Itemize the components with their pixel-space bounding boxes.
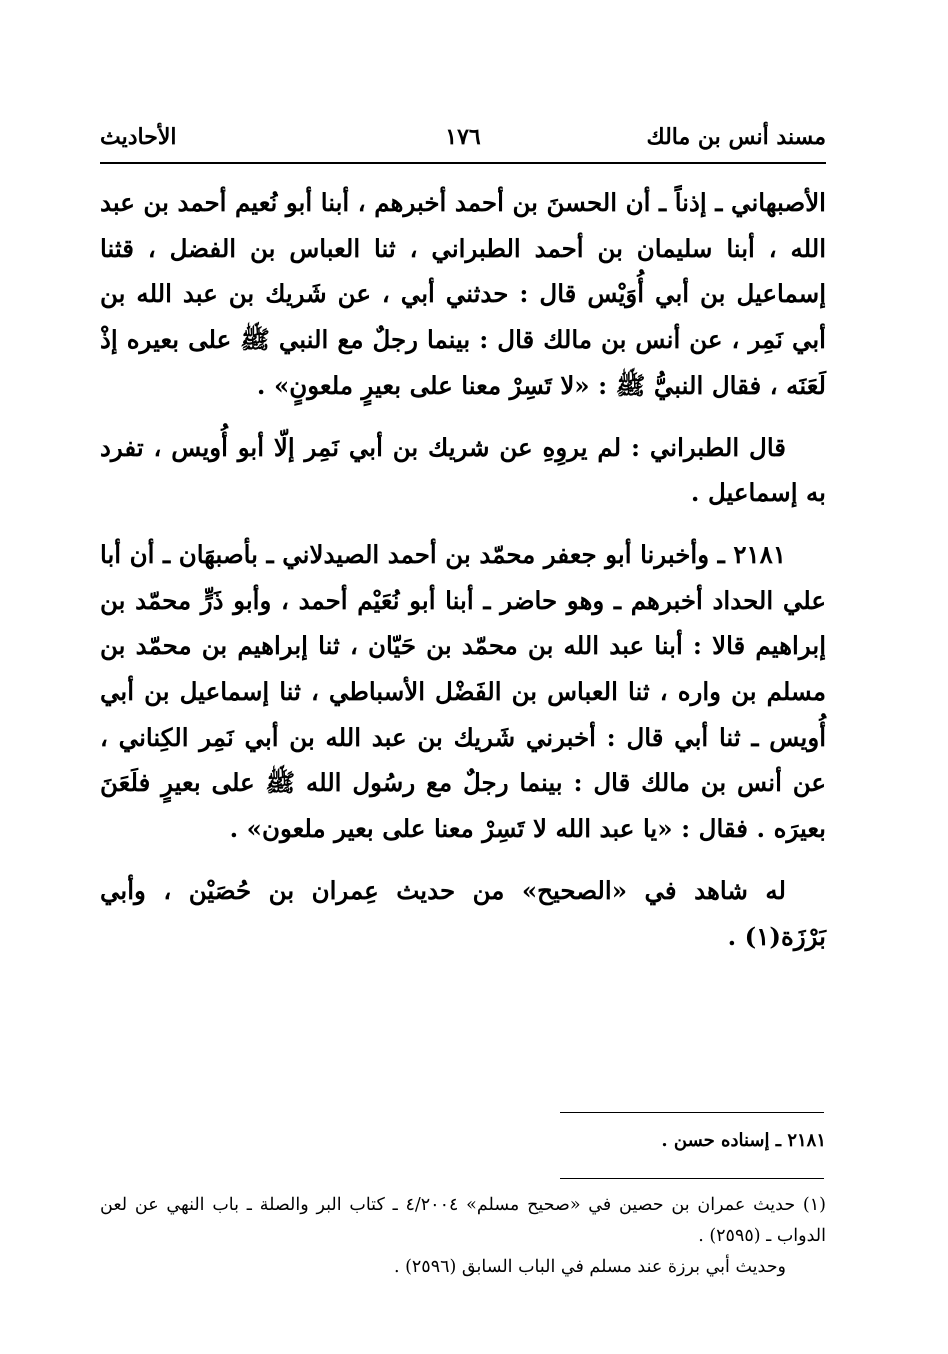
footnote-divider	[560, 1178, 824, 1179]
witness-note: له شاهد في «الصحيح» من حديث عِمران بن حُصَيْن ، وأبي بَرْزَة(١) .	[100, 875, 826, 951]
main-text	[100, 180, 826, 959]
isnad-paragraph: الأصبهاني ـ إذناً ـ أن الحسنَ بن أحمد أخبرهم ، أبنا أبو نُعيم أحمد بن عبد الله ، أبنا سليمان بن أحمد الطبراني ، ثنا العباس بن الفضل ، قثنا إسماعيل بن أبي أُوَيْس قال : حدثني أبي ، عن شَريك بن عبد الله بن أبي نَمِر ، عن أنس بن مالك قال : بينما رجلٌ مع النبي ﷺ على بعيره إذْ لَعَنَه ، فقال النبيُّ ﷺ : «لا تَسِرْ معنا على بعيرٍ ملعونٍ» .	[100, 188, 826, 400]
footnotes	[100, 1190, 826, 1283]
grading-note: ٢١٨١ ـ إسناده حسن .	[661, 1130, 826, 1151]
section-title: الأحاديث	[100, 124, 177, 150]
footnote-2: وحديث أبي برزة عند مسلم في الباب السابق (٢٥٩٦) .	[393, 1257, 786, 1277]
tabarani-comment: قال الطبراني : لم يروِهِ عن شريك بن أبي نَمِر إلّا أبو أُويس ، تفرد به إسماعيل .	[100, 432, 826, 508]
page-number: ١٧٦	[445, 124, 481, 150]
running-header	[100, 118, 826, 158]
footnote-1: (١) حديث عمران بن حصين في «صحيح مسلم» ٤/٢٠٠٤ ـ كتاب البر والصلة ـ باب النهي عن لعن الدواب ـ (٢٥٩٥) .	[100, 1195, 826, 1246]
book-title: مسند أنس بن مالك	[646, 124, 826, 150]
header-divider	[100, 162, 826, 164]
grading-divider	[560, 1112, 824, 1113]
hadith-2181: ٢١٨١ ـ وأخبرنا أبو جعفر محمّد بن أحمد الصيدلاني ـ بأصبهَان ـ أن أبا علي الحداد أخبرهم ـ وهو حاضر ـ أبنا أبو نُعَيْم أحمد ، وأبو ذَرٍّ محمّد بن إبراهيم قالا : أبنا عبد الله بن محمّد بن حَيّان ، ثنا إبراهيم بن محمّد بن مسلم بن واره ، ثنا العباس بن الفَضْل الأسباطي ، ثنا إسماعيل بن أبي أُويس ـ ثنا أبي قال : أخبرني شَريك بن عبد الله بن أبي نَمِر الكِناني ، عن أنس بن مالك قال : بينما رجلٌ مع رسُول الله ﷺ على بعيرٍ فلَعَنَ بعيرَه . فقال : «يا عبد الله لا تَسِرْ معنا على بعير ملعون» .	[100, 539, 826, 844]
